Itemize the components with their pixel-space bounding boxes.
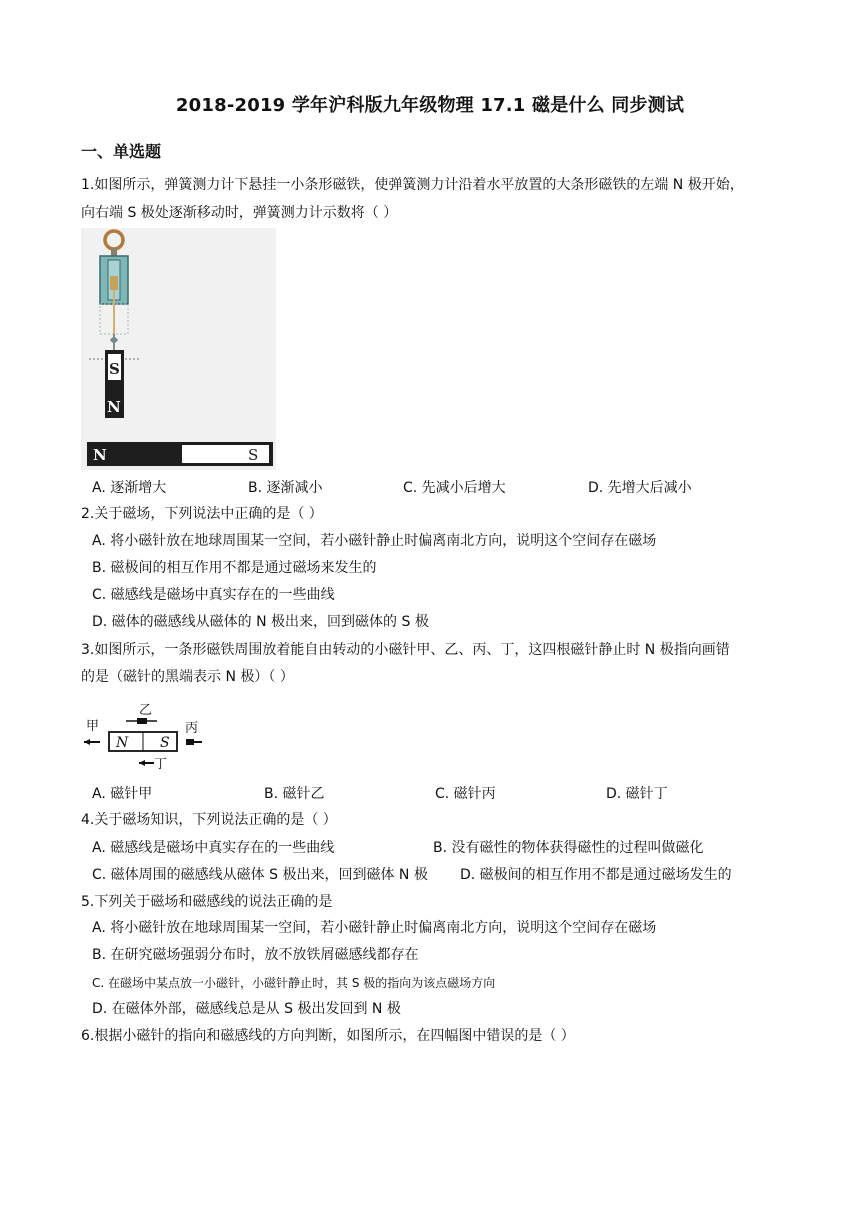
q2-option-a[interactable]: A. 将小磁针放在地球周围某一空间，若小磁针静止时偏离南北方向，说明这个空间存在磁场 [92, 533, 657, 549]
q2-stem: 2.关于磁场，下列说法中正确的是（ ） [81, 506, 323, 522]
section-heading: 一、单选题 [81, 142, 162, 161]
q4-option-b[interactable]: B. 没有磁性的物体获得磁性的过程叫做磁化 [433, 840, 704, 856]
q3-stem-line-2: 的是（磁针的黑端表示 N 极）（ ） [81, 669, 294, 685]
q1-option-b[interactable]: B. 逐渐减小 [248, 480, 323, 496]
q5-option-c[interactable]: C. 在磁场中某点放一小磁针，小磁针静止时，其 S 极的指向为该点磁场方向 [92, 976, 496, 990]
q1-option-d[interactable]: D. 先增大后减小 [588, 480, 692, 496]
q3-option-b[interactable]: B. 磁针乙 [264, 786, 325, 802]
label-yi: 乙 [139, 703, 153, 718]
q1-stem-line-2: 向右端 S 极处逐渐移动时，弹簧测力计示数将（ ） [81, 205, 398, 221]
q2-option-d[interactable]: D. 磁体的磁感线从磁体的 N 极出来，回到磁体的 S 极 [92, 614, 429, 630]
q3-figure-compass-needles [82, 697, 208, 773]
q4-option-c[interactable]: C. 磁体周围的磁感线从磁体 S 极出来，回到磁体 N 极 [92, 867, 428, 883]
q1-stem-line-1: 1.如图所示，弹簧测力计下悬挂一小条形磁铁，使弹簧测力计沿着水平放置的大条形磁铁的左端 N 极开始， [81, 177, 744, 193]
needle-yi [137, 718, 147, 724]
label-ding: 丁 [154, 757, 168, 772]
label-bing: 丙 [185, 721, 199, 736]
q4-stem: 4.关于磁场知识，下列说法正确的是（ ） [81, 812, 337, 828]
page-title: 2018-2019 学年沪科版九年级物理 17.1 磁是什么 同步测试 [175, 95, 685, 116]
label-jia: 甲 [86, 719, 100, 734]
q5-option-d[interactable]: D. 在磁体外部，磁感线总是从 S 极出发回到 N 极 [92, 1001, 401, 1017]
q3-option-c[interactable]: C. 磁针丙 [435, 786, 496, 802]
q2-option-c[interactable]: C. 磁感线是磁场中真实存在的一些曲线 [92, 587, 335, 603]
q3-option-d[interactable]: D. 磁针丁 [606, 786, 668, 802]
small-magnet-s-label: S [109, 360, 120, 378]
q4-option-d[interactable]: D. 磁极间的相互作用不都是通过磁场发生的 [460, 867, 732, 883]
q1-option-a[interactable]: A. 逐渐增大 [92, 480, 167, 496]
q3-option-a[interactable]: A. 磁针甲 [92, 786, 153, 802]
bar-magnet-s-label: S [160, 735, 170, 751]
q3-stem-line-1: 3.如图所示，一条形磁铁周围放着能自由转动的小磁针甲、乙、丙、丁，这四根磁针静止时 N 极指向画错 [81, 642, 730, 658]
big-magnet-n-label: N [93, 446, 107, 464]
q5-option-b[interactable]: B. 在研究磁场强弱分布时，放不放铁屑磁感线都存在 [92, 947, 419, 963]
small-magnet-n-label: N [107, 398, 121, 416]
q4-option-a[interactable]: A. 磁感线是磁场中真实存在的一些曲线 [92, 840, 335, 856]
q5-stem: 5.下列关于磁场和磁感线的说法正确的是 [81, 894, 333, 910]
q5-option-a[interactable]: A. 将小磁针放在地球周围某一空间，若小磁针静止时偏离南北方向，说明这个空间存在磁场 [92, 920, 657, 936]
q2-option-b[interactable]: B. 磁极间的相互作用不都是通过磁场来发生的 [92, 560, 377, 576]
bar-magnet-n-label: N [116, 735, 129, 751]
q1-option-c[interactable]: C. 先减小后增大 [403, 480, 506, 496]
big-magnet-s-label: S [248, 446, 259, 464]
q6-stem: 6.根据小磁针的指向和磁感线的方向判断，如图所示，在四幅图中错误的是（ ） [81, 1028, 575, 1044]
q1-figure-spring-scale [81, 228, 276, 470]
